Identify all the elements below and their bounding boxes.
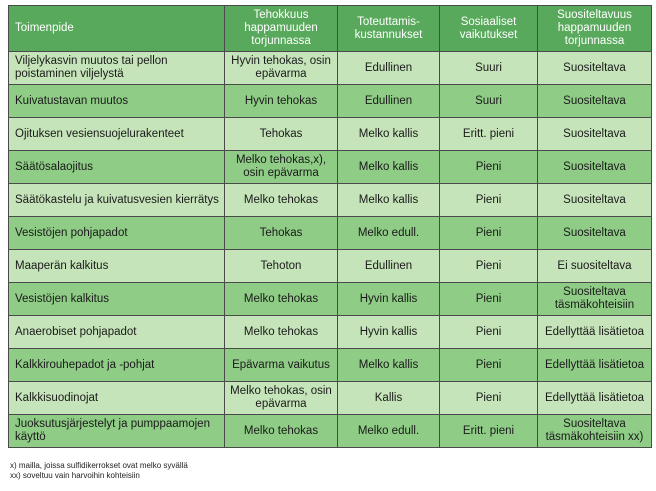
cell-effectiveness: Epävarma vaikutus [225,349,338,382]
cell-effectiveness: Melko tehokas [225,184,338,217]
cell-social-impact: Pieni [440,217,538,250]
cell-recommendation: Edellyttää lisätietoa [538,382,652,415]
cell-measure: Kalkkisuodinojat [9,382,225,415]
header-measure: Toimenpide [9,6,225,52]
cell-effectiveness: Melko tehokas [225,316,338,349]
cell-cost: Melko edull. [338,217,440,250]
header-social-impact: Sosiaaliset vaikutukset [440,6,538,52]
header-cost: Toteuttamis-kustannukset [338,6,440,52]
cell-cost: Melko kallis [338,118,440,151]
cell-effectiveness: Hyvin tehokas [225,85,338,118]
cell-cost: Hyvin kallis [338,283,440,316]
cell-effectiveness: Tehoton [225,250,338,283]
cell-recommendation: Suositeltava [538,118,652,151]
cell-cost: Edullinen [338,85,440,118]
cell-social-impact: Suuri [440,85,538,118]
table-row [9,283,652,316]
table-row [9,316,652,349]
cell-recommendation: Suositeltava [538,217,652,250]
cell-recommendation: Edellyttää lisätietoa [538,316,652,349]
cell-effectiveness: Tehokas [225,118,338,151]
measures-table-container [8,5,651,448]
cell-recommendation: Edellyttää lisätietoa [538,349,652,382]
cell-measure: Juoksutusjärjestelyt ja pumppaamojen käyttö [9,415,225,448]
cell-cost: Melko kallis [338,151,440,184]
cell-measure: Kalkkirouhepadot ja -pohjat [9,349,225,382]
cell-measure: Anaerobiset pohjapadot [9,316,225,349]
cell-effectiveness: Melko tehokas, osin epävarma [225,382,338,415]
table-row [9,184,652,217]
table-row [9,250,652,283]
cell-measure: Maaperän kalkitus [9,250,225,283]
cell-recommendation: Suositeltava [538,184,652,217]
header-recommendation: Suositeltavuus happamuuden torjunnassa [538,6,652,52]
cell-measure: Vesistöjen pohjapadot [9,217,225,250]
cell-social-impact: Eritt. pieni [440,118,538,151]
table-row [9,415,652,448]
table-row [9,151,652,184]
cell-recommendation: Suositeltava täsmäkohteisiin xx) [538,415,652,448]
cell-cost: Melko edull. [338,415,440,448]
cell-social-impact: Pieni [440,316,538,349]
cell-social-impact: Pieni [440,184,538,217]
cell-social-impact: Eritt. pieni [440,415,538,448]
cell-social-impact: Pieni [440,382,538,415]
cell-effectiveness: Melko tehokas [225,283,338,316]
table-row [9,382,652,415]
cell-cost: Hyvin kallis [338,316,440,349]
cell-effectiveness: Melko tehokas,x), osin epävarma [225,151,338,184]
cell-measure: Säätökastelu ja kuivatusvesien kierrätys [9,184,225,217]
cell-recommendation: Ei suositeltava [538,250,652,283]
cell-measure: Ojituksen vesiensuojelurakenteet [9,118,225,151]
footnotes [10,461,188,481]
cell-measure: Vesistöjen kalkitus [9,283,225,316]
measures-table [8,5,652,448]
cell-cost: Melko kallis [338,349,440,382]
cell-social-impact: Pieni [440,151,538,184]
cell-measure: Kuivatustavan muutos [9,85,225,118]
cell-cost: Edullinen [338,250,440,283]
footnote-xx: xx) soveltuu vain harvoihin kohteisiin [10,471,140,480]
cell-recommendation: Suositeltava [538,52,652,85]
cell-social-impact: Suuri [440,52,538,85]
cell-effectiveness: Tehokas [225,217,338,250]
cell-social-impact: Pieni [440,349,538,382]
table-header-row [9,6,652,52]
cell-cost: Melko kallis [338,184,440,217]
cell-cost: Edullinen [338,52,440,85]
header-effectiveness: Tehokkuus happamuuden torjunnassa [225,6,338,52]
footnote-x: x) mailla, joissa sulfidikerrokset ovat melko syvällä [10,461,188,470]
cell-measure: Viljelykasvin muutos tai pellon poistaminen viljelystä [9,52,225,85]
table-row [9,52,652,85]
table-row [9,85,652,118]
cell-social-impact: Pieni [440,283,538,316]
cell-recommendation: Suositeltava [538,151,652,184]
table-row [9,118,652,151]
cell-effectiveness: Melko tehokas [225,415,338,448]
cell-effectiveness: Hyvin tehokas, osin epävarma [225,52,338,85]
cell-recommendation: Suositeltava [538,85,652,118]
cell-measure: Säätösalaojitus [9,151,225,184]
cell-cost: Kallis [338,382,440,415]
cell-recommendation: Suositeltava täsmäkohteisiin [538,283,652,316]
cell-social-impact: Pieni [440,250,538,283]
table-row [9,349,652,382]
table-row [9,217,652,250]
